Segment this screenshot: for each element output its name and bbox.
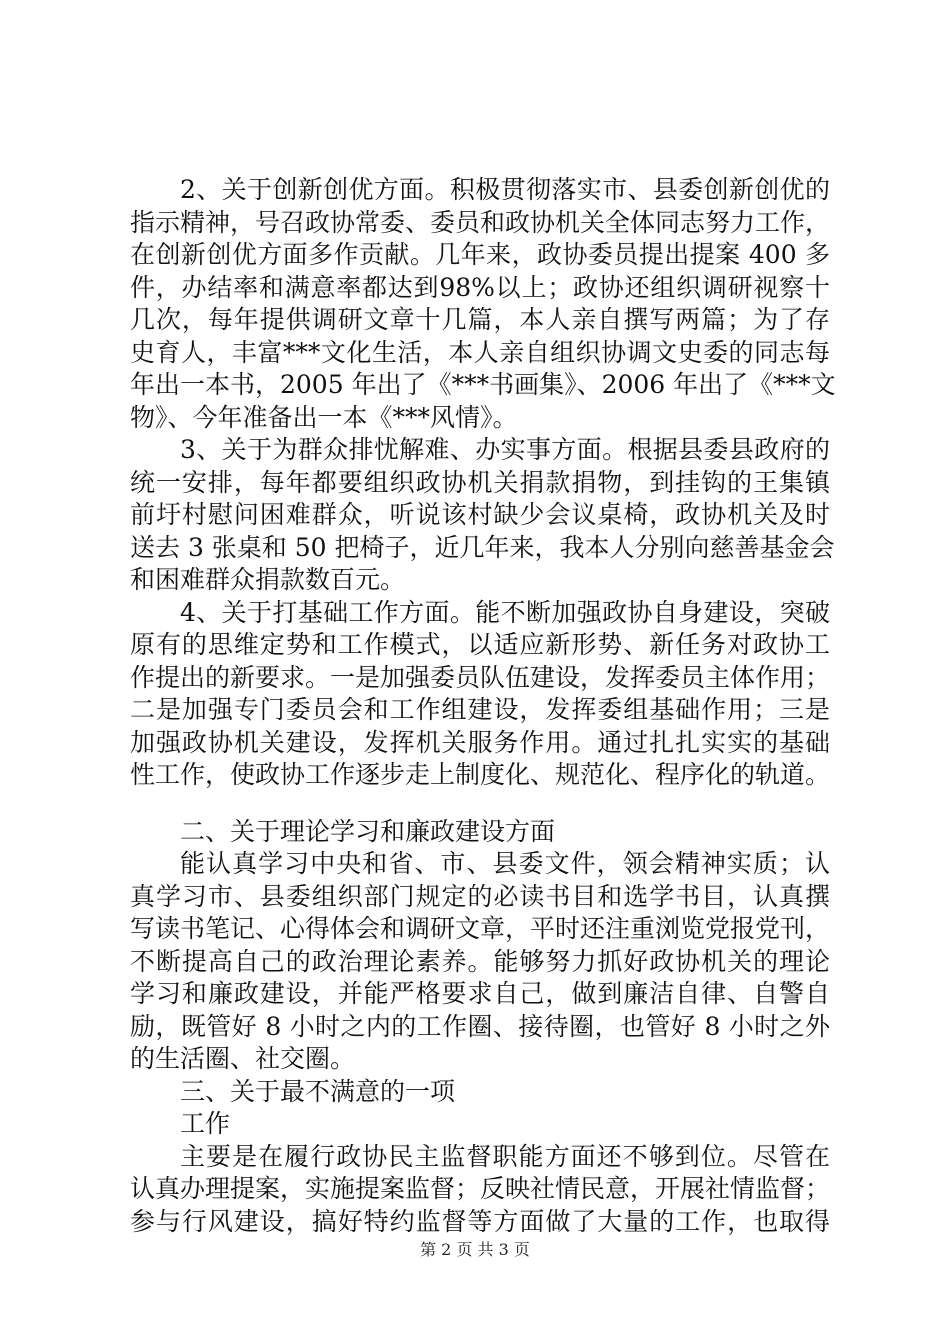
text-line: 写读书笔记、心得体会和调研文章，平时还注重浏览党报党刊， — [130, 914, 831, 943]
text-line: 指示精神，号召政协常委、委员和政协机关全体同志努力工作， — [130, 207, 831, 237]
paragraph-gap — [130, 792, 830, 816]
text-line: 在创新创优方面多作贡献。几年来，政协委员提出提案 400 多 — [130, 240, 830, 269]
text-line: 年出一本书，2005 年出了《***书画集》、2006 年出了《***文 — [130, 370, 836, 399]
text-line: 物》、今年准备出一本《***风情》。 — [130, 402, 518, 432]
text-line: 作提出的新要求。一是加强委员队伍建设，发挥委员主体作用； — [130, 662, 831, 692]
text-line: 和困难群众捐款数百元。 — [130, 565, 406, 594]
paragraph-innovation — [130, 174, 836, 434]
text-line: 4、关于打基础工作方面。能不断加强政协自身建设，突破 — [180, 597, 830, 627]
text-line: 真学习市、县委组织部门规定的必读书目和选学书目，认真撰 — [130, 881, 830, 911]
text-line: 参与行风建设，搞好特约监督等方面做了大量的工作，也取得 — [130, 1206, 830, 1236]
page-footer — [0, 1240, 950, 1260]
text-line: 前圩村慰问困难群众，听说该村缺少会议桌椅，政协机关及时 — [130, 500, 830, 529]
text-line: 加强政协机关建设，发挥机关服务作用。通过扎扎实实的基础 — [130, 727, 830, 757]
text-line: 的生活圈、社交圈。 — [130, 1044, 356, 1073]
text-line: 送去 3 张桌和 50 把椅子，近几年来，我本人分别向慈善基金会 — [130, 532, 835, 562]
text-line: 二是加强专门委员会和工作组建设，发挥委组基础作用；三是 — [130, 695, 830, 724]
text-line: 励，既管好 8 小时之内的工作圈、接待圈，也管好 8 小时之外 — [130, 1011, 830, 1041]
text-line: 件，办结率和满意率都达到98%以上；政协还组织调研视察十 — [130, 272, 830, 302]
text-line: 3、关于为群众排忧解难、办实事方面。根据县委县政府的 — [180, 435, 830, 464]
text-line: 几次，每年提供调研文章十几篇，本人亲自撰写两篇；为了存 — [130, 305, 830, 334]
paragraph-theory — [130, 848, 830, 1076]
text-line: 学习和廉政建设，并能严格要求自己，做到廉洁自律、自警自 — [130, 979, 830, 1008]
text-line: 性工作，使政协工作逐步走上制度化、规范化、程序化的轨道。 — [130, 760, 831, 789]
section-heading-work: 工作 — [180, 1109, 231, 1138]
text-line: 统一安排，每年都要组织政协机关捐款捐物，到挂钩的王集镇 — [130, 467, 830, 497]
section-heading-unsatisfied: 三、关于最不满意的一项 — [180, 1076, 456, 1106]
paragraph-foundation — [130, 597, 830, 792]
section-heading-theory: 二、关于理论学习和廉政建设方面 — [180, 816, 556, 846]
text-line: 认真办理提案，实施提案监督；反映社情民意，开展社情监督； — [130, 1174, 831, 1203]
paragraph-masses — [130, 434, 835, 597]
text-line: 原有的思维定势和工作模式，以适应新形势、新任务对政协工 — [130, 630, 830, 659]
text-line: 史育人，丰富***文化生活，本人亲自组织协调文史委的同志每 — [130, 337, 830, 367]
paragraph-supervision — [130, 1141, 830, 1239]
text-line: 能认真学习中央和省、市、县委文件，领会精神实质；认 — [180, 849, 830, 878]
text-line: 2、关于创新创优方面。积极贯彻落实市、县委创新创优的 — [180, 175, 830, 204]
document-body — [130, 174, 836, 1238]
text-line: 不断提高自己的政治理论素养。能够努力抓好政协机关的理论 — [130, 946, 830, 976]
text-line: 主要是在履行政协民主监督职能方面还不够到位。尽管在 — [180, 1141, 830, 1171]
page-number: 第 2 页 共 3 页 — [420, 1240, 530, 1259]
